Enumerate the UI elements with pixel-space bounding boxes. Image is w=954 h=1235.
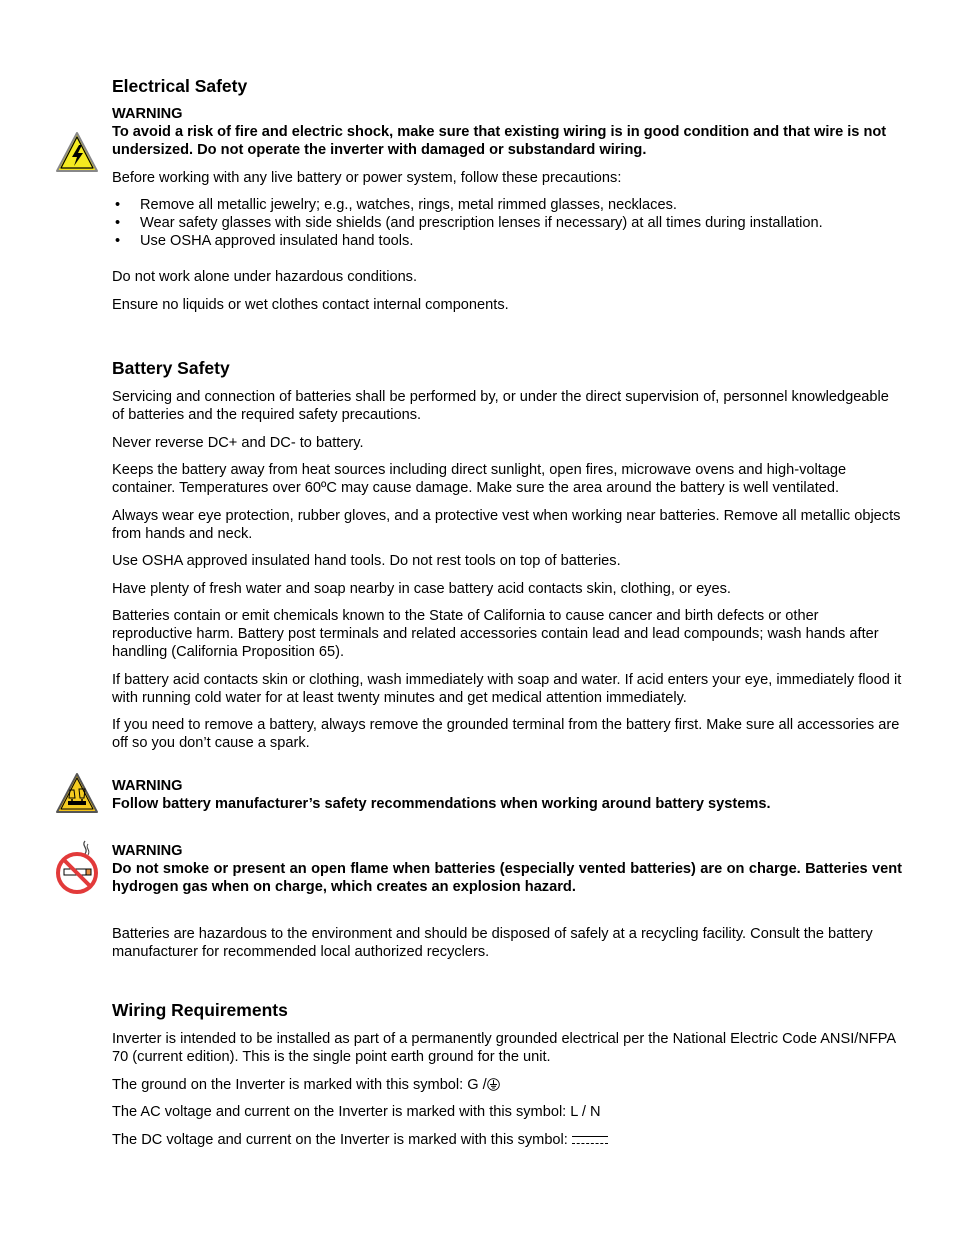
battery-warning-1-text: Follow battery manufacturer’s safety recommendations when working around battery systems. <box>112 796 771 812</box>
battery-para: Always wear eye protection, rubber gloves, and a protective vest when working near batteries. Remove all metallic objects from hands and neck. <box>112 507 901 542</box>
electrical-intro: Before working with any live battery or power system, follow these precautions: <box>112 169 622 186</box>
dc-line <box>112 1131 902 1149</box>
ground-line <box>112 1076 902 1094</box>
battery-para: Never reverse DC+ and DC- to battery. <box>112 434 364 451</box>
electrical-safety-heading: Electrical Safety <box>112 76 248 96</box>
battery-para: Have plenty of fresh water and soap nearby in case battery acid contacts skin, clothing, or eyes. <box>112 580 731 597</box>
battery-para: Use OSHA approved insulated hand tools. Do not rest tools on top of batteries. <box>112 553 621 569</box>
battery-para: Servicing and connection of batteries shall be performed by, or under the direct supervision of, personnel knowledgeable of batteries and the required safety precautions. <box>112 389 889 423</box>
battery-warning-2-label: WARNING <box>112 843 183 859</box>
battery-disposal-text: Batteries are hazardous to the environment and should be disposed of safely at a recycling facility. Consult the battery manufacturer for recommended local authorized recyclers. <box>112 926 873 960</box>
no-smoking-icon <box>55 838 101 896</box>
electrical-warning-label: WARNING <box>112 106 183 122</box>
wiring-para: Inverter is intended to be installed as part of a permanently grounded electrical per the National Electric Code ANSI/NFPA 70 (current edition). This is the single point earth ground for the unit. <box>112 1031 896 1065</box>
ac-line: The AC voltage and current on the Inverter is marked with this symbol: L / N <box>112 1104 601 1120</box>
electrical-safety-section <box>112 75 902 323</box>
electrical-para-liquids: Ensure no liquids or wet clothes contact internal components. <box>112 296 509 313</box>
battery-warning-1 <box>112 777 902 823</box>
battery-para: Batteries contain or emit chemicals known to the State of California to cause cancer and birth defects or other reproductive harm. Battery post terminals and related accessories contain lead and lead compounds; wash hands after handling (California Proposition 65). <box>112 608 879 660</box>
battery-warning-2-text: Do not smoke or present an open flame when batteries (especially vented batteries) are on charge. Batteries vent hydrogen gas when on charge, which creates an explosion hazard. <box>112 861 902 895</box>
dc-symbol-icon <box>572 1134 608 1146</box>
dc-text: The DC voltage and current on the Inverter is marked with this symbol: <box>112 1131 572 1148</box>
electrical-warning-text: To avoid a risk of fire and electric shock, make sure that existing wiring is in good condition and that wire is not undersized. Do not operate the inverter with damaged or substandard wiring. <box>112 124 887 158</box>
battery-safety-heading: Battery Safety <box>112 358 230 378</box>
precautions-list <box>112 196 902 250</box>
list-item: • Remove all metallic jewelry; e.g., watches, rings, metal rimmed glasses, necklaces. <box>112 196 902 214</box>
corrosive-hazard-icon <box>55 772 99 814</box>
battery-para: If battery acid contacts skin or clothing, wash immediately with soap and water. If acid enters your eye, immediately flood it with running cold water for at least twenty minutes and get medical attention immediately. <box>112 671 902 706</box>
battery-safety-section <box>112 357 902 762</box>
ground-text: The ground on the Inverter is marked with this symbol: G / <box>112 1076 487 1093</box>
battery-para: If you need to remove a battery, always remove the grounded terminal from the battery first. Make sure all accessories are off so you don’t cause a spark. <box>112 717 900 751</box>
electric-hazard-icon <box>55 131 99 173</box>
list-item: • Wear safety glasses with side shields (and prescription lenses if necessary) at all times during installation. <box>112 214 902 232</box>
battery-para: Keeps the battery away from heat sources including direct sunlight, open fires, microwave ovens and high-voltage container. Temperatures over 60ºC may cause damage. Make sure the area around the battery is well ventilated. <box>112 462 847 496</box>
battery-warning-1-label: WARNING <box>112 778 183 794</box>
wiring-heading: Wiring Requirements <box>112 1000 288 1020</box>
ground-symbol-icon <box>487 1078 500 1091</box>
battery-warning-2 <box>112 842 902 906</box>
electrical-para-alone: Do not work alone under hazardous conditions. <box>112 269 418 285</box>
wiring-section <box>112 999 902 1158</box>
list-item: • Use OSHA approved insulated hand tools. <box>112 232 902 250</box>
battery-disposal <box>112 925 902 971</box>
